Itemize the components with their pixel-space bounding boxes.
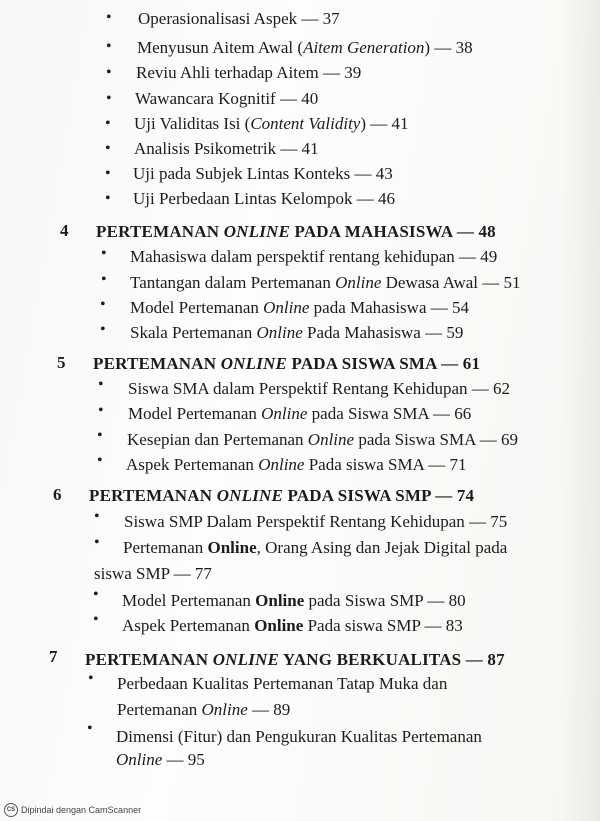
toc-item: siswa SMP — 77 — [94, 564, 212, 583]
bullet-icon: • — [100, 296, 106, 313]
bullet-icon: • — [98, 376, 104, 393]
bullet-icon: • — [106, 90, 112, 107]
scanner-watermark — [4, 803, 141, 817]
toc-item: Reviu Ahli terhadap Aitem — 39 — [136, 63, 362, 82]
bullet-icon: • — [97, 427, 103, 444]
toc-item: Aspek Pertemanan Online Pada siswa SMP — 83 — [122, 616, 463, 635]
chapter-number: 7 — [49, 647, 58, 666]
chapter-title: PERTEMANAN ONLINE YANG BERKUALITAS — 87 — [85, 650, 505, 669]
toc-item: Mahasiswa dalam perspektif rentang kehidupan — 49 — [130, 247, 498, 266]
bullet-icon: • — [106, 9, 112, 26]
bullet-icon: • — [100, 321, 106, 338]
bullet-icon: • — [101, 245, 107, 262]
chapter-title: PERTEMANAN ONLINE PADA SISWA SMA — 61 — [93, 354, 481, 373]
toc-item: Operasionalisasi Aspek — 37 — [138, 9, 340, 28]
toc-item: Model Pertemanan Online pada Siswa SMP — 80 — [122, 591, 466, 610]
bullet-icon: • — [106, 64, 112, 81]
toc-item: Menyusun Aitem Awal (Aitem Generation) — 38 — [137, 38, 473, 57]
bullet-icon: • — [101, 271, 107, 288]
chapter-number: 6 — [53, 485, 62, 504]
toc-item: Uji Validitas Isi (Content Validity) — 41 — [134, 114, 409, 133]
bullet-icon: • — [105, 140, 111, 157]
bullet-icon: • — [93, 611, 99, 628]
chapter-title: PERTEMANAN ONLINE PADA SISWA SMP — 74 — [89, 486, 475, 505]
chapter-number: 4 — [60, 221, 69, 240]
toc-item: Wawancara Kognitif — 40 — [135, 89, 319, 108]
toc-item: Dimensi (Fitur) dan Pengukuran Kualitas Pertemanan — [116, 727, 482, 746]
toc-item: Analisis Psikometrik — 41 — [134, 139, 319, 158]
toc-item: Tantangan dalam Pertemanan Online Dewasa Awal — 51 — [130, 273, 521, 292]
toc-item: Skala Pertemanan Online Pada Mahasiswa — 59 — [130, 323, 464, 342]
page-edge-shadow — [560, 0, 600, 821]
bullet-icon: • — [94, 508, 100, 525]
toc-item: Model Pertemanan Online pada Siswa SMA — 66 — [128, 404, 472, 423]
toc-item: Siswa SMA dalam Perspektif Rentang Kehidupan — 62 — [128, 379, 510, 398]
bullet-icon: • — [105, 190, 111, 207]
bullet-icon: • — [105, 115, 111, 132]
toc-item: Perbedaan Kualitas Pertemanan Tatap Muka dan — [117, 674, 448, 693]
bullet-icon: • — [106, 38, 112, 55]
toc-item: Online — 95 — [116, 750, 205, 769]
camscanner-logo-icon: CS — [4, 803, 18, 817]
toc-item: Siswa SMP Dalam Perspektif Rentang Kehidupan — 75 — [124, 512, 508, 531]
bullet-icon: • — [97, 452, 103, 469]
chapter-number: 5 — [57, 353, 66, 372]
toc-item: Model Pertemanan Online pada Mahasiswa — 54 — [130, 298, 469, 317]
toc-item: Pertemanan Online, Orang Asing dan Jejak Digital pada — [123, 538, 508, 557]
bullet-icon: • — [105, 165, 111, 182]
chapter-title: PERTEMANAN ONLINE PADA MAHASISWA — 48 — [96, 222, 496, 241]
toc-item: Uji Perbedaan Lintas Kelompok — 46 — [133, 189, 396, 208]
bullet-icon: • — [98, 402, 104, 419]
bullet-icon: • — [87, 720, 93, 737]
bullet-icon: • — [88, 670, 94, 687]
bullet-icon: • — [93, 586, 99, 603]
bullet-icon: • — [94, 534, 100, 551]
toc-item: Pertemanan Online — 89 — [117, 700, 291, 719]
scanner-watermark-text: Dipindai dengan CamScanner — [21, 805, 142, 815]
toc-item: Aspek Pertemanan Online Pada siswa SMA — 71 — [126, 455, 467, 474]
toc-item: Uji pada Subjek Lintas Konteks — 43 — [133, 164, 393, 183]
toc-item: Kesepian dan Pertemanan Online pada Siswa SMA — 69 — [127, 430, 518, 449]
